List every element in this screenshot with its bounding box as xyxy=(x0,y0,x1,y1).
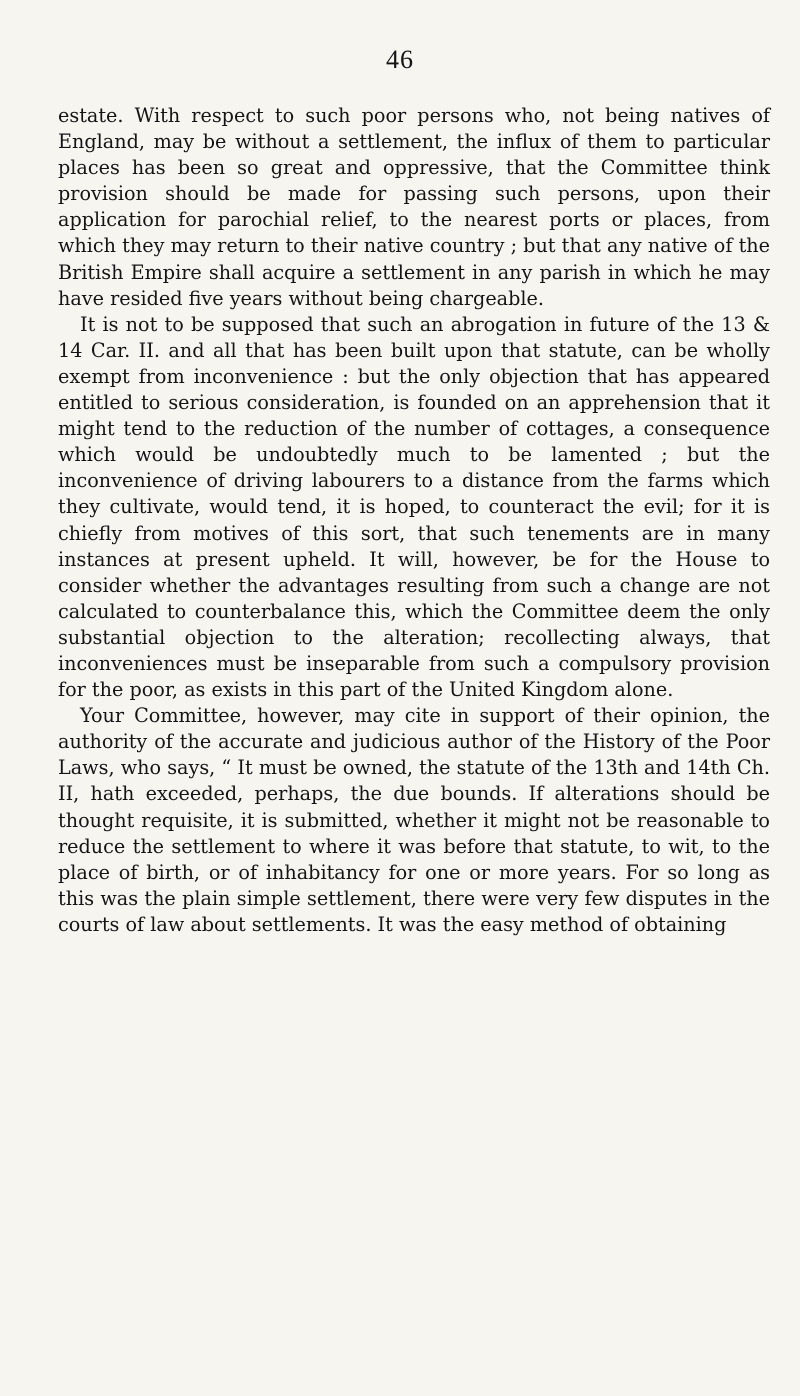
paragraph-committee-authority: Your Committee, however, may cite in support of their opinion, the authority of the accurate and judicious author of the History of the Poor Laws, who says, “ It must be owned, the statute of the 13th and 14th Ch. II, hath exceeded, perhaps, the due bounds. If alterations should be thought requisite, it is submitted, whether it might not be reasonable to reduce the settlement to where it was before that statute, to wit, to the place of birth, or of inhabitancy for one or more years. For so long as this was the plain simple settlement, there were very few disputes in the courts of law about settlements. It was the easy method of obtaining xyxy=(58,704,770,936)
paragraph-settlement-provision: estate. With respect to such poor persons who, not being natives of England, may be without a settlement, the influx of them to particular places has been so great and oppressive, that the Committee think provision should be made for passing such persons, upon their application for parochial relief, to the nearest ports or places, from which they may return to their native country ; but that any native of the British Empire shall acquire a settlement in any parish in which he may have resided five years without being chargeable. xyxy=(58,104,770,310)
page-number: 46 xyxy=(386,45,414,74)
body-text xyxy=(58,103,770,938)
paragraph-abrogation-objection: It is not to be supposed that such an abrogation in future of the 13 & 14 Car. II. and all that has been built upon that statute, can be wholly exempt from inconvenience : but the only objection that has appeared entitled to serious consideration, is founded on an apprehension that it might tend to the reduction of the number of cottages, a consequence which would be undoubtedly much to be lamented ; but the inconvenience of driving labourers to a distance from the farms which they cultivate, would tend, it is hoped, to counteract the evil; for it is chiefly from motives of this sort, that such tenements are in many instances at present upheld. It will, however, be for the House to consider whether the advantages resulting from such a change are not calculated to counterbalance this, which the Committee deem the only substantial objection to the alteration; recollecting always, that inconveniences must be inseparable from such a compulsory provision for the poor, as exists in this part of the United Kingdom alone. xyxy=(58,312,770,702)
